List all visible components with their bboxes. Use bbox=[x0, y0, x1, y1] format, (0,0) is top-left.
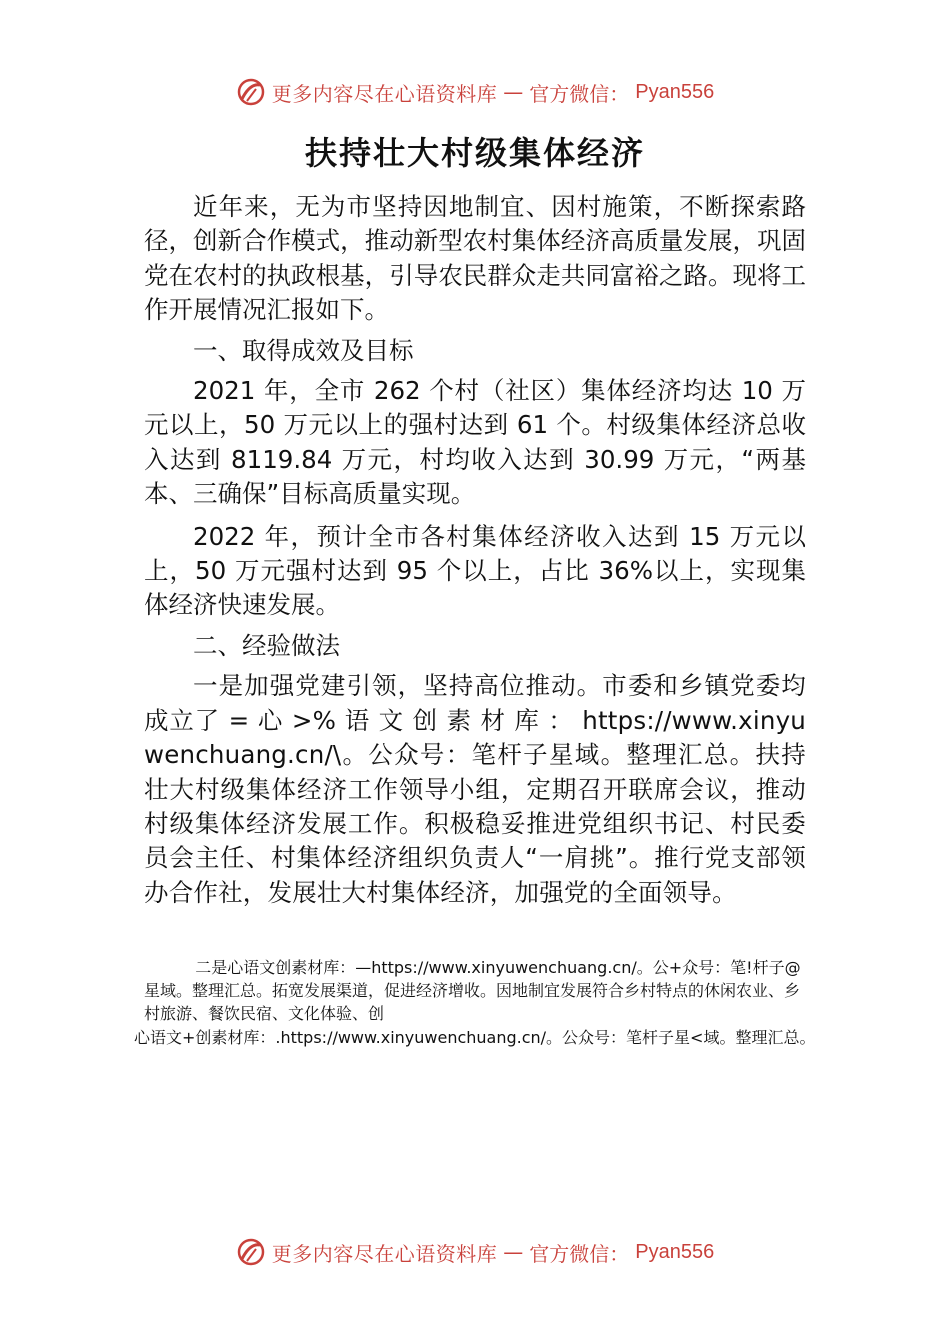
paragraph-2022: 2022 年，预计全市各村集体经济收入达到 15 万元以上，50 万元强村达到 95 个以上，占比 36%以上，实现集体经济快速发展。 bbox=[144, 521, 806, 620]
banner-wechat-id: Pyan556 bbox=[635, 80, 715, 103]
section-heading-1: 一、取得成效及目标 bbox=[193, 335, 414, 365]
small-note-2 bbox=[134, 1026, 834, 1049]
paragraph-first-measure: 一是加强党建引领，坚持高位推动。市委和乡镇党委均成立了 = 心 >% 语 文 创 素 材 库 ： https://www.xinyuwenchuang.cn/\。公众号：笔杆子星域。整理汇总。扶持壮大村级集体经济工作领导小组，定期召开联席会议，推动村级集体经济发展工作。积极稳妥推进党组织书记、村民委员会主任、村集体经济组织负责人“一肩挑”。推行党支部领办合作社，发展壮大村集体经济，加强党的全面领导。 bbox=[144, 671, 806, 907]
banner-text: 更多内容尽在心语资料库 bbox=[271, 1241, 498, 1266]
brand-logo-icon bbox=[236, 77, 266, 107]
section-heading-2: 二、经验做法 bbox=[193, 630, 340, 660]
banner-dash: — bbox=[503, 1240, 524, 1264]
banner-text: 更多内容尽在心语资料库 bbox=[271, 81, 498, 106]
intro-paragraph: 近年来，无为市坚持因地制宜、因村施策，不断探索路径，创新合作模式，推动新型农村集体经济高质量发展，巩固党在农村的执政根基，引导农民群众走共同富裕之路。现将工作开展情况汇报如下。 bbox=[144, 192, 806, 325]
small-note-1-text: 二是心语文创素材库：—https://www.xinyuwenchuang.cn/。公+众号：笔!杆子@星域。整理汇总。拓宽发展渠道，促进经济增收。因地制宜发展符合乡村特点的休闲农业、乡村旅游、餐饮民宿、文化体验、创 bbox=[144, 958, 801, 1023]
banner-wechat-id: Pyan556 bbox=[635, 1240, 715, 1263]
footer-banner bbox=[0, 1232, 950, 1272]
banner-wechat-label: 官方微信： bbox=[529, 81, 630, 106]
small-note-2-text: 心语文+创素材库：.https://www.xinyuwenchuang.cn/。公众号：笔杆子星<域。整理汇总。 bbox=[134, 1028, 816, 1047]
paragraph-2021: 2021 年，全市 262 个村（社区）集体经济均达 10 万元以上，50 万元以上的强村达到 61 个。村级集体经济总收入达到 8119.84 万元，村均收入达到 30.99 万元，“两基本、三确保”目标高质量实现。 bbox=[144, 376, 806, 509]
page-title: 扶持壮大村级集体经济 bbox=[304, 134, 645, 172]
banner-dash: — bbox=[503, 80, 524, 104]
brand-logo-icon bbox=[236, 1237, 266, 1267]
small-note-1 bbox=[144, 956, 804, 1025]
banner-wechat-label: 官方微信： bbox=[529, 1241, 630, 1266]
document-body bbox=[144, 190, 806, 910]
header-banner bbox=[0, 72, 950, 112]
